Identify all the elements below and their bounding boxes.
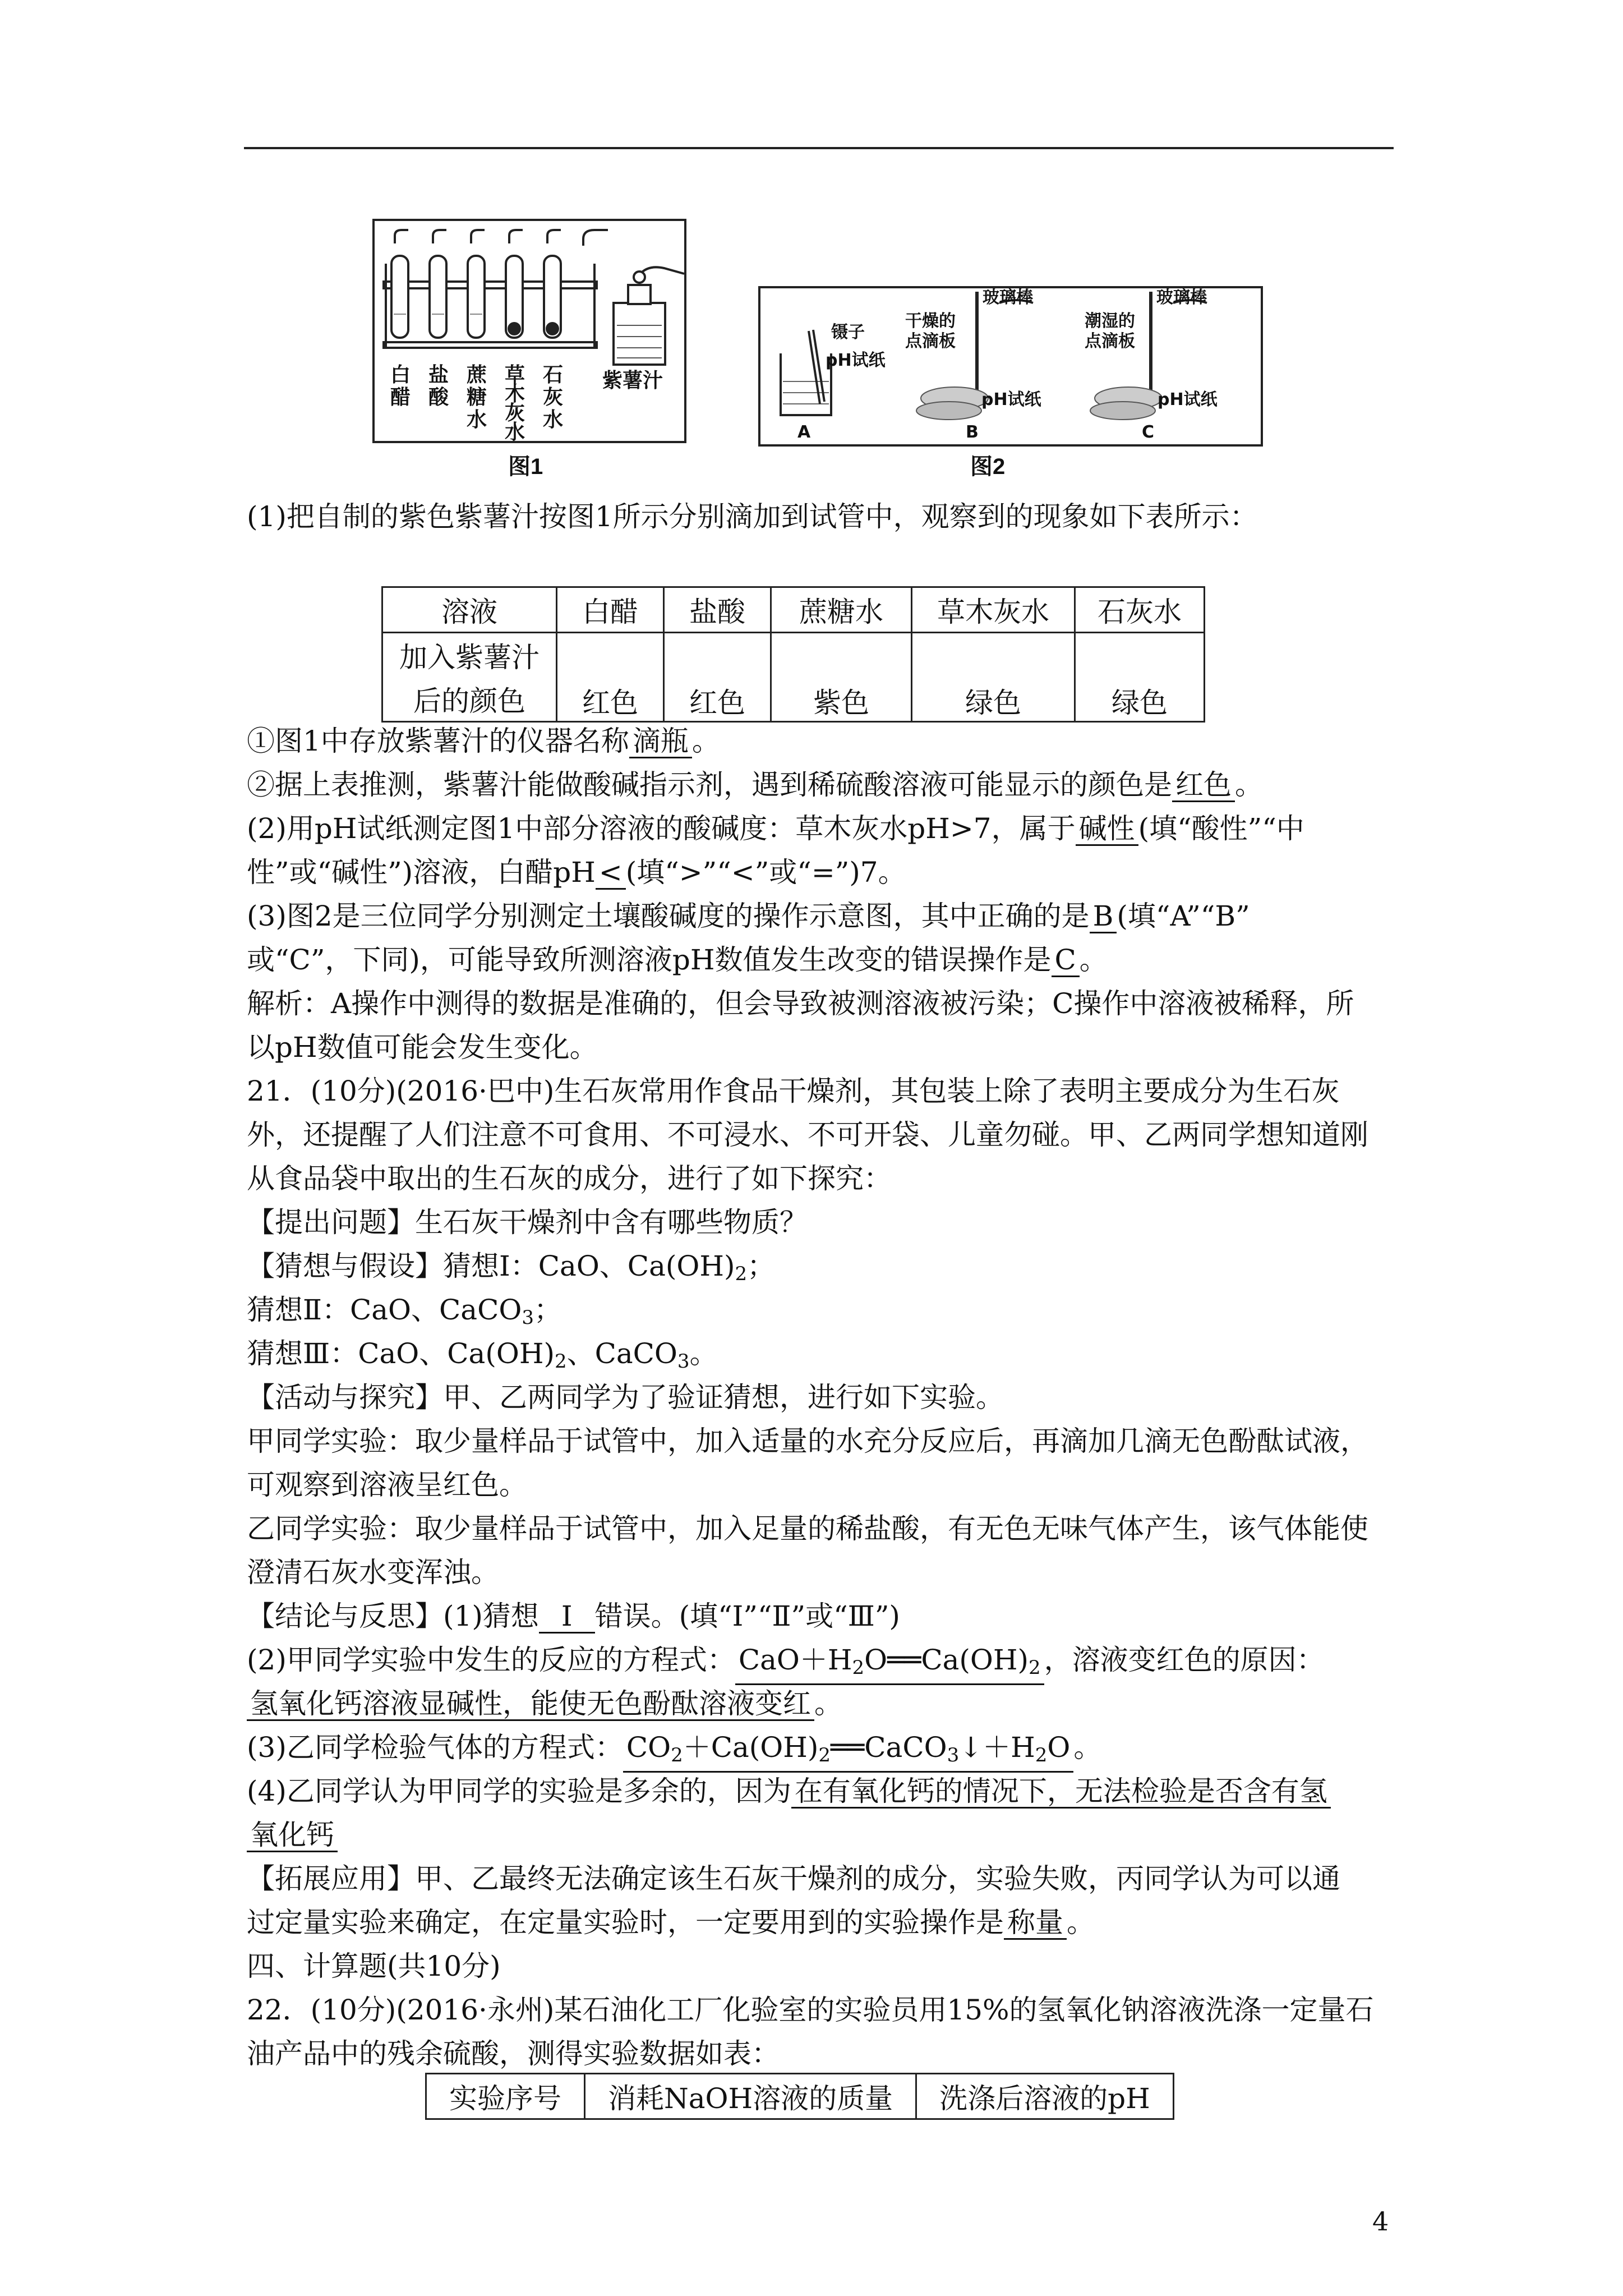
answer-blank: 氢氧化钙溶液显碱性，能使无色酚酞溶液变红 [247,1688,814,1721]
text: 。 [1235,769,1263,801]
expand-line-1: 【拓展应用】甲、乙最终无法确定该生石灰干燥剂的成分，实验失败，丙同学认为可以通 [247,1862,1340,1895]
conclusion-4-line-2 [247,1813,1396,1857]
q1b-line [247,763,1396,807]
text: 。 [691,725,720,757]
color-table [381,586,1205,723]
label-rod-b: 玻璃棒 [983,288,1033,307]
text: 。 [1073,1731,1102,1764]
label-ph-paper-b: pH试纸 [981,390,1041,409]
text: 、CaCO [566,1337,677,1370]
text: CO [626,1731,671,1764]
q3-line-2 [247,938,1396,982]
table-cell: 实验序号 [426,2074,585,2119]
text: (4)乙同学认为甲同学的实验是多余的，因为 [247,1775,791,1807]
text: ══CaCO [831,1731,947,1764]
text: ②据上表推测，紫薯汁能做酸碱指示剂，遇到稀硫酸溶液可能显示的颜色是 [247,769,1172,801]
text: 【结论与反思】(1)猜想 [247,1600,539,1632]
subscript: 2 [554,1350,567,1373]
hypothesis-1 [247,1244,1396,1288]
text: (填“>”“<”或“=”)7。 [625,856,906,889]
text: CaO＋H [738,1644,852,1676]
figure-2-caption: 图2 [970,454,1006,479]
subscript: 2 [852,1657,865,1679]
subscript: 2 [1035,1744,1048,1766]
text: ； [534,1294,562,1326]
table-cell: 洗涤后溶液的pH [916,2074,1174,2119]
label-ph-paper-a: pH试纸 [826,351,886,370]
yi-line-1: 乙同学实验：取少量样品于试管中，加入足量的稀盐酸，有无色无味气体产生，该气体能使 [247,1512,1368,1545]
figure-1 [372,219,686,443]
answer-blank: 称量 [1004,1907,1067,1940]
table-row [382,587,1205,633]
analysis-line-2: 以pH数值可能会发生变化。 [247,1031,598,1064]
table-cell: 红色 [664,633,771,722]
table-cell: 绿色 [912,633,1075,722]
table-cell: 石灰水 [1075,587,1205,633]
label-tweezers: 镊子 [831,323,865,342]
table-cell: 溶液 [382,587,557,633]
q1-intro: (1)把自制的紫色紫薯汁按图1所示分别滴加到试管中，观察到的现象如下表所示： [247,500,1258,533]
table-cell: 加入紫薯汁 [382,633,557,678]
text: O══Ca(OH) [864,1644,1029,1676]
tube-label-3: 蔗糖水 [467,364,487,431]
table-cell: 盐酸 [664,587,771,633]
jia-line-1: 甲同学实验：取少量样品于试管中，加入适量的水充分反应后，再滴加几滴无色酚酞试液， [247,1425,1368,1457]
text: ，溶液变红色的原因： [1044,1644,1325,1676]
table-cell: 红色 [557,633,664,722]
answer-blank: < [596,857,626,890]
subscript: 3 [522,1306,534,1329]
q21-problem: 【提出问题】生石灰干燥剂中含有哪些物质？ [247,1206,808,1239]
q22-line-1: 22．(10分)(2016·永州)某石油化工厂化验室的实验员用15%的氢氧化钠溶液洗涤一定量石 [247,1994,1374,2026]
answer-blank: 氧化钙 [247,1819,338,1852]
q21-line-1: 21．(10分)(2016·巴中)生石灰常用作食品干燥剂，其包装上除了表明主要成分为生石灰 [247,1075,1340,1107]
subscript: 3 [947,1744,960,1766]
tube-label-1: 白醋 [390,364,411,409]
figure-1-caption: 图1 [508,454,543,479]
header-rule [244,147,1394,149]
activity-heading: 【活动与探究】甲、乙两同学为了验证猜想，进行如下实验。 [247,1381,1004,1414]
answer-blank: 滴瓶 [629,725,692,758]
conclusion-4-line-1 [247,1769,1396,1813]
text: 。 [814,1687,842,1720]
text: 性”或“碱性”)溶液，白醋pH [247,856,596,889]
q2-line-1 [247,807,1396,850]
answer-blank: 在有氧化钙的情况下，无法检验是否含有氢 [791,1775,1331,1809]
text: (3)图2是三位同学分别测定土壤酸碱度的操作示意图，其中正确的是 [247,900,1090,932]
ph-test-diagram [758,286,1263,447]
table-cell: 消耗NaOH溶液的质量 [585,2074,916,2119]
table-row [426,2074,1174,2119]
wash-table [425,2073,1174,2120]
jia-line-2: 可观察到溶液呈红色。 [247,1469,527,1501]
answer-blank: 红色 [1172,769,1235,802]
q21-line-3: 从食品袋中取出的生石灰的成分，进行了如下探究： [247,1162,892,1195]
label-wet-plate-2: 点滴板 [1085,332,1135,351]
table-cell: 后的颜色 [382,677,557,722]
conclusion-2-line-1 [247,1638,1396,1682]
q21-line-2: 外，还提醒了人们注意不可食用、不可浸水、不可开袋、儿童勿碰。甲、乙两同学想知道刚 [247,1119,1368,1151]
table-cell: 白醋 [557,587,664,633]
expand-line-2 [247,1901,1396,1944]
q3-line-1 [247,894,1396,938]
text: (2)用pH试纸测定图1中部分溶液的酸碱度：草木灰水pH>7，属于 [247,812,1076,845]
q1a-line [247,719,1396,763]
answer-blank [735,1644,1044,1685]
conclusion-1 [247,1594,1396,1638]
test-tube-rack-diagram [372,219,686,443]
subscript: 2 [818,1744,831,1766]
answer-blank: C [1052,944,1080,977]
label-rod-c: 玻璃棒 [1156,288,1207,307]
text: O [1047,1731,1071,1764]
yi-line-2: 澄清石灰水变浑浊。 [247,1556,499,1589]
text: 错误。(填“Ⅰ”“Ⅱ”或“Ⅲ”) [594,1600,900,1632]
figure-2 [758,286,1263,447]
table-cell: 绿色 [1075,633,1205,722]
subscript: 3 [677,1350,690,1373]
text: (填“酸性”“中 [1138,812,1304,845]
tube-label-5: 石灰水 [543,364,564,431]
subscript: 2 [735,1263,748,1285]
label-b: B [966,422,979,442]
hypothesis-2 [247,1288,1396,1332]
answer-blank: Ⅰ [539,1600,595,1634]
table-cell: 紫色 [771,633,912,722]
text: 。 [689,1337,718,1370]
text: ＋Ca(OH) [683,1731,819,1764]
answers-block [247,719,1396,2076]
label-a: A [797,422,811,442]
label-dry-plate-1: 干燥的 [905,311,956,331]
text: 或“C”，下同)，可能导致所测溶液pH数值发生改变的错误操作是 [247,944,1052,976]
text: ↓＋H [959,1731,1035,1764]
table-cell: 蔗糖水 [771,587,912,633]
hypothesis-3 [247,1332,1396,1375]
label-ph-paper-c: pH试纸 [1158,390,1218,409]
tube-label-4: 草木灰水 [505,364,525,443]
answer-blank: B [1090,900,1117,933]
text: (3)乙同学检验气体的方程式： [247,1731,623,1764]
analysis-line-1: 解析：A操作中测得的数据是准确的，但会导致被测溶液被污染；C操作中溶液被稀释，所 [247,987,1354,1020]
answer-blank: 碱性 [1076,813,1138,846]
question-body [247,494,1396,540]
subscript: 2 [671,1744,683,1766]
subscript: 2 [1029,1657,1041,1679]
label-dry-plate-2: 点滴板 [905,332,956,351]
text: 。 [1079,944,1108,976]
text: (填“A”“B” [1117,900,1250,932]
q22-line-2: 油产品中的残余硫酸，测得实验数据如表： [247,2037,780,2070]
section-4-heading: 四、计算题(共10分) [247,1950,501,1982]
label-c: C [1142,422,1155,442]
conclusion-2-line-2 [247,1682,1396,1726]
text: 【猜想与假设】猜想Ⅰ：CaO、Ca(OH) [247,1250,735,1282]
text: 猜想Ⅲ：CaO、Ca(OH) [247,1337,555,1370]
table-row [382,633,1205,678]
tube-label-2: 盐酸 [428,364,449,409]
text: ； [747,1250,776,1282]
text: (2)甲同学实验中发生的反应的方程式： [247,1644,735,1676]
q2-line-2 [247,850,1396,894]
text: 猜想Ⅱ：CaO、CaCO [247,1294,522,1326]
table-cell: 草木灰水 [912,587,1075,633]
answer-blank [623,1732,1074,1773]
conclusion-3 [247,1726,1396,1769]
text: 。 [1067,1906,1095,1939]
text: 过定量实验来确定，在定量实验时，一定要用到的实验操作是 [247,1906,1004,1939]
label-wet-plate-1: 潮湿的 [1085,311,1135,331]
page-number: 4 [1372,2206,1389,2237]
text: ①图1中存放紫薯汁的仪器名称 [247,725,629,757]
bottle-label: 紫薯汁 [602,369,663,392]
